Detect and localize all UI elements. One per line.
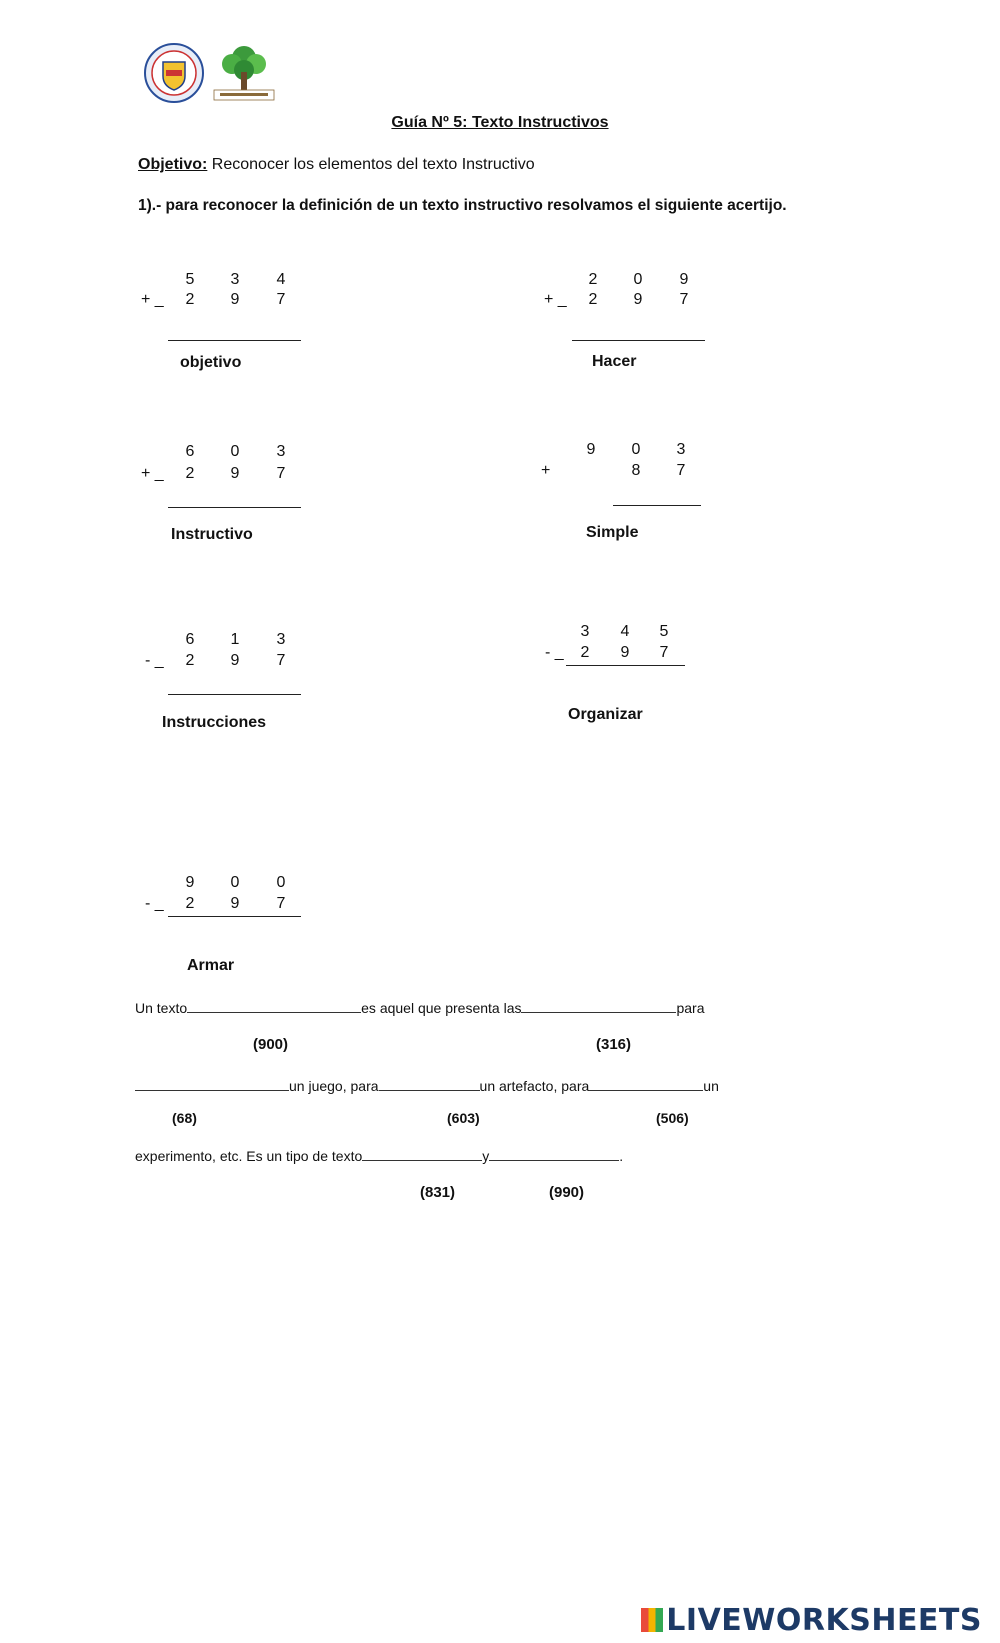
code-label: (603) [447, 1110, 480, 1126]
digit: 2 [588, 291, 598, 308]
answer-word: Instructivo [171, 526, 253, 543]
digit: 2 [588, 271, 598, 288]
objective-label: Objetivo: [138, 156, 208, 173]
blank-field[interactable] [589, 1076, 703, 1091]
digit: 7 [276, 895, 286, 912]
digit: 6 [185, 631, 195, 648]
operator: + [541, 462, 551, 479]
digit: 9 [679, 271, 689, 288]
text: . [619, 1148, 624, 1164]
sentence-line-1 [135, 998, 705, 1016]
code-label: (990) [549, 1184, 585, 1201]
text: y [482, 1148, 490, 1164]
code-label: (68) [172, 1110, 197, 1126]
text: Un texto [135, 1000, 188, 1016]
digit: 7 [679, 291, 689, 308]
digit: 7 [659, 644, 669, 661]
digit: 0 [631, 441, 641, 458]
digit: 3 [276, 631, 286, 648]
tree-logo [210, 40, 278, 108]
digit: 9 [586, 441, 596, 458]
digit: 1 [230, 631, 240, 648]
digit: 9 [620, 644, 630, 661]
instruction-text: 1).- para reconocer la definición de un texto instructivo resolvamos el siguiente acertijo. [138, 197, 787, 214]
digit: 2 [185, 895, 195, 912]
digit: 4 [620, 623, 630, 640]
digit: 0 [633, 271, 643, 288]
answer-line [168, 916, 301, 917]
answer-line [572, 340, 705, 341]
digit: 3 [580, 623, 590, 640]
school-crest-logo [143, 42, 205, 104]
code-label: (900) [253, 1036, 289, 1053]
text: un juego, para [289, 1078, 379, 1094]
answer-line [168, 694, 301, 695]
code-label: (506) [656, 1110, 689, 1126]
answer-word: Instrucciones [162, 714, 267, 731]
text: es aquel que presenta las [361, 1000, 522, 1016]
operator: - _ [545, 644, 564, 661]
operator: + _ [544, 291, 567, 308]
objective-line [138, 156, 535, 174]
sentence-line-2 [135, 1076, 719, 1094]
blank-field[interactable] [379, 1076, 480, 1091]
digit: 3 [230, 271, 240, 288]
objective-text: Reconocer los elementos del texto Instructivo [207, 156, 535, 173]
liveworksheets-logo [641, 1603, 982, 1638]
digit: 9 [230, 465, 240, 482]
answer-word: Simple [586, 524, 639, 541]
sentence-line-3 [135, 1146, 623, 1164]
blank-field[interactable] [489, 1146, 619, 1161]
text: para [676, 1000, 705, 1016]
digit: 9 [230, 652, 240, 669]
digit: 3 [676, 441, 686, 458]
digit: 0 [230, 443, 240, 460]
text: un [703, 1078, 719, 1094]
digit: 2 [185, 652, 195, 669]
operator: + _ [141, 291, 164, 308]
code-label: (831) [420, 1184, 456, 1201]
digit: 2 [185, 291, 195, 308]
digit: 3 [276, 443, 286, 460]
digit: 8 [631, 462, 641, 479]
digit: 2 [580, 644, 590, 661]
digit: 9 [230, 895, 240, 912]
answer-word: objetivo [180, 354, 242, 371]
digit: 7 [676, 462, 686, 479]
code-label: (316) [596, 1036, 632, 1053]
blank-field[interactable] [521, 998, 676, 1013]
digit: 7 [276, 291, 286, 308]
worksheet-title: Guía Nº 5: Texto Instructivos [391, 114, 609, 131]
logo-mark-icon [641, 1608, 663, 1632]
digit: 9 [230, 291, 240, 308]
digit: 4 [276, 271, 286, 288]
digit: 7 [276, 465, 286, 482]
digit: 2 [185, 465, 195, 482]
answer-line [566, 665, 685, 666]
digit: 0 [230, 874, 240, 891]
digit: 7 [276, 652, 286, 669]
digit: 6 [185, 443, 195, 460]
answer-line [168, 340, 301, 341]
answer-line [613, 505, 701, 506]
digit: 9 [185, 874, 195, 891]
answer-word: Hacer [592, 353, 637, 370]
blank-field[interactable] [362, 1146, 482, 1161]
answer-word: Organizar [568, 706, 643, 723]
answer-word: Armar [187, 957, 235, 974]
operator: + _ [141, 465, 164, 482]
blank-field[interactable] [187, 998, 361, 1013]
text: experimento, etc. Es un tipo de texto [135, 1148, 363, 1164]
digit: 9 [633, 291, 643, 308]
digit: 5 [185, 271, 195, 288]
digit: 5 [659, 623, 669, 640]
text: un artefacto, para [479, 1078, 590, 1094]
blank-field[interactable] [135, 1076, 289, 1091]
brand-text: LIVEWORKSHEETS [666, 1603, 982, 1638]
operator: - _ [145, 895, 164, 912]
digit: 0 [276, 874, 286, 891]
answer-line [168, 507, 301, 508]
operator: - _ [145, 652, 164, 669]
